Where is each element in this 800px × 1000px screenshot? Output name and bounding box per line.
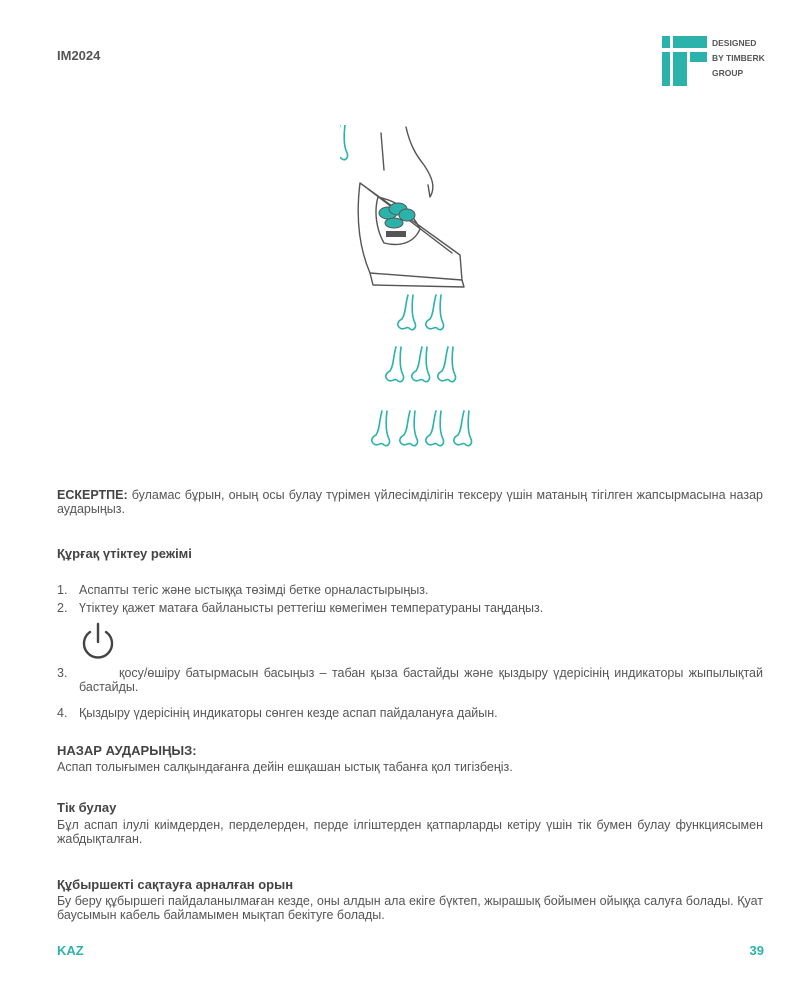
list-number: 3.: [57, 666, 68, 680]
page-number: 39: [749, 943, 764, 958]
list-text: қосу/өшіру батырмасын басыңыз – табан қыза бастайды және қыздыру үдерісінің индикаторы жыпылықтай бастайды.: [79, 666, 763, 694]
vertical-steam-illustration: [340, 125, 490, 460]
vertical-steam-heading: Тік булау: [57, 800, 117, 815]
list-number: 1.: [57, 583, 68, 597]
list-item: [57, 706, 763, 720]
timberk-logo: [660, 34, 770, 90]
list-item: [57, 601, 763, 615]
note-label: ЕСКЕРТПЕ:: [57, 488, 128, 502]
note-paragraph: [57, 488, 763, 516]
dry-mode-heading: Құрғақ үтіктеу режімі: [57, 546, 192, 561]
list-number: 4.: [57, 706, 68, 720]
note-text: буламас бұрын, оның осы булау түрімен үйлесімділігін тексеру үшін матаның тігілген жапсырмасына назар аударыңыз.: [57, 488, 763, 516]
list-item: [57, 666, 763, 694]
list-number: 2.: [57, 601, 68, 615]
list-text: Аспапты тегіс және ыстыққа төзімді бетке орналастырыңыз.: [79, 583, 429, 597]
list-text: Үтіктеу қажет матаға байланысты реттегіш көмегімен температураны таңдаңыз.: [79, 601, 544, 615]
power-button-icon: [80, 622, 116, 664]
logo-text: DESIGNED BY TIMBERK GROUP: [712, 38, 765, 78]
list-item: [57, 583, 763, 597]
cord-storage-heading: Құбыршекті сақтауға арналған орын: [57, 877, 294, 892]
cord-storage-text: Бу беру құбыршегі пайдаланылмаған кезде, оны алдын ала екіге бүктеп, жырашық бойымен ойыққа салуға болады. Қуат баусымын кабель байламымен мықтап бекітуге болады.: [57, 894, 763, 922]
attention-text: Аспап толығымен салқындағанға дейін ешқашан ыстық табанға қол тигізбеңіз.: [57, 760, 513, 774]
model-number: IM2024: [57, 48, 101, 63]
vertical-steam-text: Бұл аспап ілулі киімдерден, перделерден, перде ілгіштерден қатпарларды кетіру үшін тік бумен булау функциясымен жабдықталған.: [57, 818, 763, 846]
language-label: KAZ: [57, 943, 84, 958]
attention-heading: НАЗАР АУДАРЫҢЫЗ:: [57, 743, 197, 758]
list-text: Қыздыру үдерісінің индикаторы сөнген кезде аспап пайдалануға дайын.: [79, 706, 498, 720]
logo-mark-icon: [660, 34, 710, 90]
